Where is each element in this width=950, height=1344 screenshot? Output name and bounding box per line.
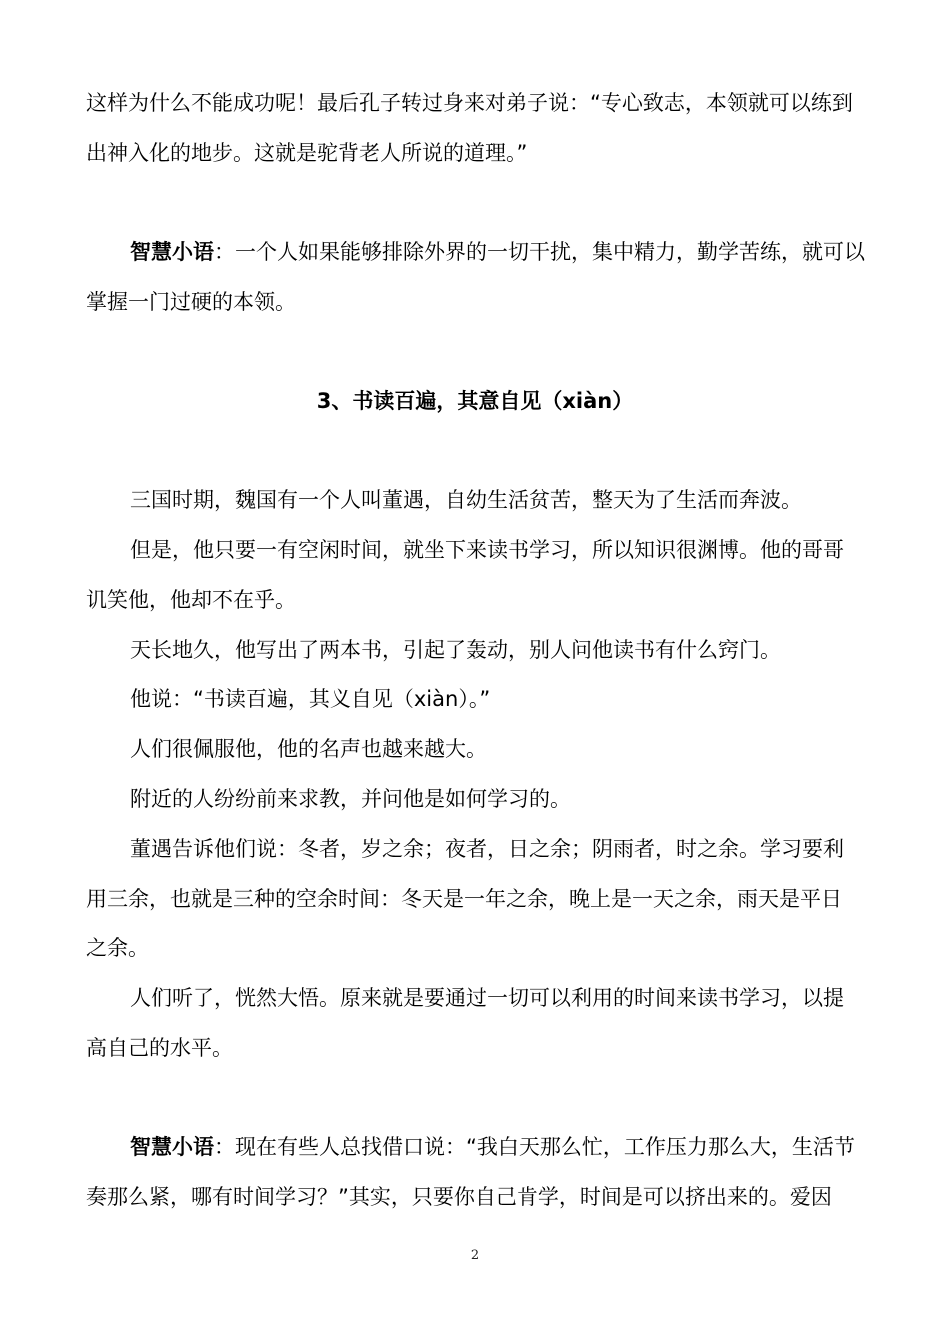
paragraph-line: 之余。 xyxy=(86,936,149,960)
wisdom-tip xyxy=(130,237,900,267)
wisdom-tip-label: 智慧小语 xyxy=(130,1135,214,1159)
paragraph-line: 用三余，也就是三种的空余时间：冬天是一年之余，晚上是一天之余，雨天是平日 xyxy=(86,887,842,911)
paragraph-line: 出神入化的地步。这就是驼背老人所说的道理。” xyxy=(86,141,528,165)
wisdom-tip-label: 智慧小语 xyxy=(130,240,214,264)
paragraph-line: 讥笑他，他却不在乎。 xyxy=(86,588,296,612)
wisdom-tip-text: ：一个人如果能够排除外界的一切干扰，集中精力，勤学苦练，就可以 xyxy=(214,240,865,264)
wisdom-tip xyxy=(130,1132,900,1162)
paragraph-line: 附近的人纷纷前来求教，并问他是如何学习的。 xyxy=(130,787,571,811)
paragraph-line: 三国时期，魏国有一个人叫董遇，自幼生活贫苦，整天为了生活而奔波。 xyxy=(130,488,802,512)
paragraph-line: 人们听了，恍然大悟。原来就是要通过一切可以利用的时间来读书学习，以提 xyxy=(130,986,844,1010)
paragraph-line: 他说：“书读百遍，其义自见（xiàn）。” xyxy=(130,687,491,711)
paragraph-line: 但是，他只要一有空闲时间，就坐下来读书学习，所以知识很渊博。他的哥哥 xyxy=(130,538,844,562)
paragraph-line: 董遇告诉他们说：冬者，岁之余；夜者，日之余；阴雨者，时之余。学习要利 xyxy=(130,837,844,861)
wisdom-tip-continuation: 掌握一门过硬的本领。 xyxy=(86,290,296,314)
wisdom-tip-continuation: 奏那么紧，哪有时间学习？”其实，只要你自己肯学，时间是可以挤出来的。爱因 xyxy=(86,1185,832,1209)
paragraph-line: 天长地久，他写出了两本书，引起了轰动，别人问他读书有什么窍门。 xyxy=(130,638,781,662)
paragraph-line: 人们很佩服他，他的名声也越来越大。 xyxy=(130,737,487,761)
page-number: 2 xyxy=(470,1248,480,1263)
section-title: 3、书读百遍，其意自见（xiàn） xyxy=(316,389,634,413)
paragraph-line: 高自己的水平。 xyxy=(86,1036,233,1060)
wisdom-tip-text: ：现在有些人总找借口说：“我白天那么忙，工作压力那么大，生活节 xyxy=(214,1135,855,1159)
paragraph-line: 这样为什么不能成功呢！最后孔子转过身来对弟子说：“专心致志，本领就可以练到 xyxy=(86,91,853,115)
